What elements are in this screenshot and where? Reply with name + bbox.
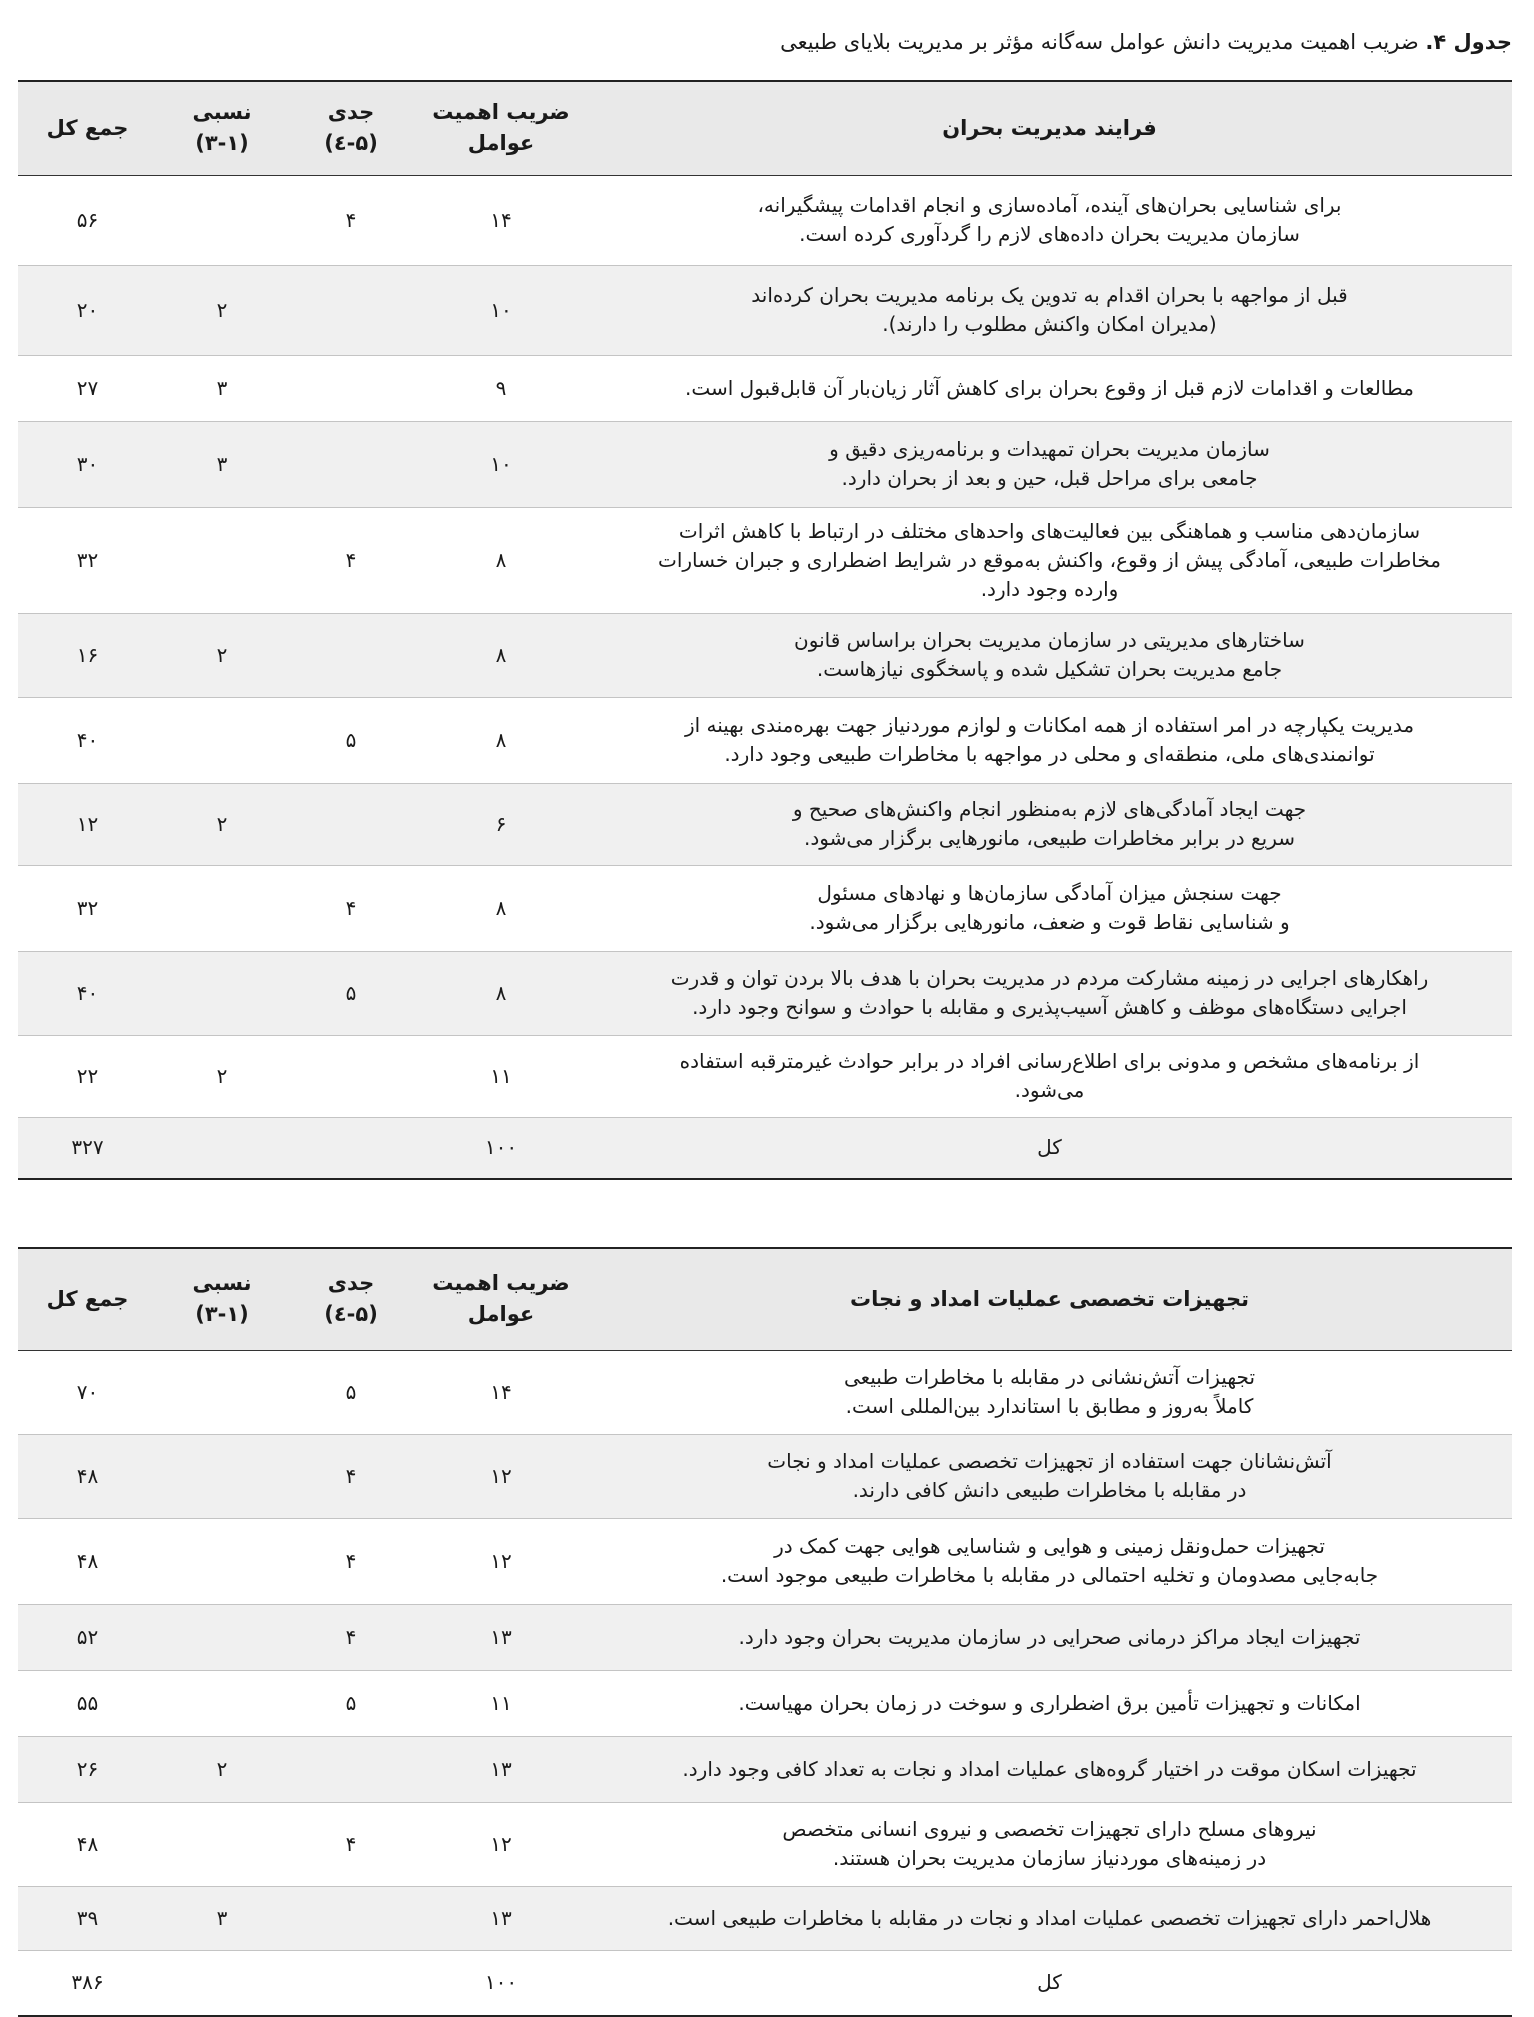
row-relative [157,1434,287,1518]
row-relative [157,1350,287,1434]
header-row [18,1248,1512,1350]
row-weight: ۸ [495,727,507,752]
row-description: مدیریت یکپارچه در امر استفاده از همه امکانات و لوازم موردنیاز جهت بهره‌مندی بهینه از توانمندی‌های ملی، منطقه‌ای و محلی در مواجهه با مخاطرات طبیعی وجود دارد. [684,713,1415,766]
table-row [18,783,1512,865]
row-total: ۴۸ [76,1831,99,1856]
row-relative: ۳ [216,375,228,400]
table-row [18,865,1512,951]
row-description: تجهیزات ایجاد مراکز درمانی صحرایی در سازمان مدیریت بحران وجود دارد. [738,1624,1361,1649]
row-description: تجهیزات آتش‌نشانی در مقابله با مخاطرات طبیعی کاملاً به‌روز و مطابق با استاندارد بین‌المللی است. [843,1365,1256,1418]
row-relative [157,1117,287,1179]
table1-body [18,175,1512,1179]
caption-label: جدول ۴. [1425,30,1512,54]
row-serious: ۵ [345,1690,357,1715]
header-serious [287,1248,415,1350]
table-row [18,1886,1512,1950]
row-serious: ۴ [345,547,357,572]
table-row [18,1434,1512,1518]
row-serious [287,1117,415,1179]
row-serious [287,421,415,507]
header-serious-line2: (۵-٤) [324,131,378,156]
table-row [18,951,1512,1035]
row-weight: ۸ [495,895,507,920]
row-relative: ۲ [216,811,228,836]
header-weight [415,1248,587,1350]
row-weight: ۸ [495,980,507,1005]
header-relative [157,1248,287,1350]
row-weight: ۶ [495,811,507,836]
row-description: آتش‌نشانان جهت استفاده از تجهیزات تخصصی عملیات امداد و نجات در مقابله با مخاطرات طبیعی دانش کافی دارند. [767,1449,1332,1502]
row-description: امکانات و تجهیزات تأمین برق اضطراری و سوخت در زمان بحران مهیاست. [738,1690,1361,1715]
row-serious: ۵ [345,980,357,1005]
row-weight: ۱۲ [490,1831,512,1856]
header-weight-line2: عوامل [467,131,535,156]
row-description: جهت سنجش میزان آمادگی سازمان‌ها و نهادهای مسئول و شناسایی نقاط قوت و ضعف، مانورهایی برگزار می‌شود. [809,881,1290,934]
header-serious-line1: جدی [327,1271,375,1296]
row-relative: ۲ [216,642,228,667]
row-relative: ۲ [216,1063,228,1088]
row-weight: ۱۴ [490,207,512,232]
header-weight [415,81,587,175]
row-relative [157,865,287,951]
row-serious: ۴ [345,895,357,920]
row-description: کل [1037,1970,1062,1995]
row-total: ۲۷ [76,375,99,400]
row-weight: ۱۰۰ [484,1135,518,1160]
row-description: سازمان‌دهی مناسب و هماهنگی بین فعالیت‌های واحدهای مختلف در ارتباط با کاهش اثرات مخاطرات طبیعی، آمادگی پیش از وقوع، واکنش به‌موقع در شرایط اضطراری و جبران خسارات وارده وجود دارد. [658,518,1441,601]
row-relative [157,697,287,783]
row-weight: ۱۳ [490,1624,512,1649]
table-row [18,1518,1512,1604]
header-process: تجهیزات تخصصی عملیات امداد و نجات [850,1286,1249,1311]
row-description: مطالعات و اقدامات لازم قبل از وقوع بحران برای کاهش آثار زیان‌بار آن قابل‌قبول است. [684,375,1415,400]
row-relative [157,1604,287,1670]
row-total: ۴۸ [76,1463,99,1488]
row-total: ۴۸ [76,1548,99,1573]
row-weight: ۱۰ [490,451,512,476]
row-weight: ۹ [495,375,507,400]
row-total: ۲۰ [76,297,99,322]
header-relative-line1: نسبی [192,1271,252,1296]
header-weight-line2: عوامل [467,1302,535,1327]
header-relative [157,81,287,175]
table-row [18,421,1512,507]
header-serious-line2: (۵-٤) [324,1302,378,1327]
header-weight-line1: ضریب اهمیت [432,1271,570,1296]
row-total: ۴۰ [76,727,99,752]
row-total: ۵۶ [76,207,99,232]
table2-body [18,1350,1512,2016]
table-row [18,355,1512,421]
row-description: جهت ایجاد آمادگی‌های لازم به‌منظور انجام واکنش‌های صحیح و سریع در برابر مخاطرات طبیعی، مانورهایی برگزار می‌شود. [792,797,1307,850]
row-serious [287,613,415,697]
row-serious [287,1736,415,1802]
row-description: تجهیزات اسکان موقت در اختیار گروه‌های عملیات امداد و نجات به تعداد کافی وجود دارد. [682,1756,1417,1781]
header-row [18,81,1512,175]
row-relative [157,1802,287,1886]
table-row [18,507,1512,613]
row-weight: ۱۱ [490,1063,512,1088]
row-serious [287,1035,415,1117]
row-relative [157,1950,287,2016]
table-row [18,697,1512,783]
row-relative: ۳ [216,1905,228,1930]
header-relative-line2: (۳-۱) [195,131,249,156]
row-relative: ۲ [216,1756,228,1781]
row-weight: ۱۳ [490,1756,512,1781]
table-row [18,265,1512,355]
row-weight: ۸ [495,547,507,572]
row-total: ۱۶ [76,642,99,667]
row-total: ۲۶ [76,1756,99,1781]
row-weight: ۱۴ [490,1379,512,1404]
rescue-equipment-table [18,1247,1512,2017]
row-total: ۵۵ [76,1690,99,1715]
row-total: ۳۲ [76,895,99,920]
row-serious [287,355,415,421]
row-description: برای شناسایی بحران‌های آینده، آماده‌سازی و انجام اقدامات پیشگیرانه، سازمان مدیریت بحران داده‌های لازم را گردآوری کرده است. [757,193,1342,246]
header-relative-line1: نسبی [192,100,252,125]
row-serious [287,1886,415,1950]
row-total: ۳۲ [76,547,99,572]
row-description: سازمان مدیریت بحران تمهیدات و برنامه‌ریزی دقیق و جامعی برای مراحل قبل، حین و بعد از بحران دارد. [829,437,1270,490]
row-serious: ۵ [345,1379,357,1404]
row-description: هلال‌احمر دارای تجهیزات تخصصی عملیات امداد و نجات در مقابله با مخاطرات طبیعی است. [667,1905,1432,1930]
total-row [18,1117,1512,1179]
row-serious [287,1950,415,2016]
caption-text: ضریب اهمیت مدیریت دانش عوامل سه‌گانه مؤثر بر مدیریت بلایای طبیعی [780,30,1426,54]
row-relative: ۳ [216,451,228,476]
row-serious [287,783,415,865]
header-serious-line1: جدی [327,100,375,125]
row-weight: ۸ [495,642,507,667]
row-description: قبل از مواجهه با بحران اقدام به تدوین یک برنامه مدیریت بحران کرده‌اند (مدیران امکان واکنش مطلوب را دارند). [751,283,1348,336]
table-row [18,1350,1512,1434]
crisis-process-table [18,80,1512,1180]
table-row [18,1604,1512,1670]
row-total: ۷۰ [76,1379,99,1404]
row-description: تجهیزات حمل‌ونقل زمینی و هوایی و شناسایی هوایی جهت کمک در جابه‌جایی مصدومان و تخلیه احتمالی در مقابله با مخاطرات طبیعی موجود است. [720,1534,1379,1587]
header-total: جمع کل [46,1286,129,1311]
row-description: کل [1037,1135,1062,1160]
row-total: ۵۲ [76,1624,99,1649]
row-total: ۳۰ [76,451,99,476]
row-description: راهکارهای اجرایی در زمینه مشارکت مردم در مدیریت بحران با هدف بالا بردن توان و قدرت اجرایی دستگاه‌های موظف و کاهش آسیب‌پذیری و مقابله با حوادث و سوانح وجود دارد. [670,966,1429,1019]
row-serious: ۴ [345,1548,357,1573]
row-total: ۲۲ [76,1063,99,1088]
row-weight: ۱۲ [490,1463,512,1488]
row-total: ۳۹ [76,1905,99,1930]
row-relative: ۲ [216,297,228,322]
header-total: جمع کل [46,115,129,140]
row-weight: ۱۰۰ [484,1970,518,1995]
table-row [18,1736,1512,1802]
header-process: فرایند مدیریت بحران [942,115,1157,140]
row-serious: ۴ [345,1831,357,1856]
table-row [18,1035,1512,1117]
row-relative [157,175,287,265]
row-serious: ۴ [345,1463,357,1488]
row-weight: ۱۲ [490,1548,512,1573]
table-row [18,1670,1512,1736]
row-weight: ۱۳ [490,1905,512,1930]
row-total: ۱۲ [76,811,99,836]
row-relative [157,951,287,1035]
row-total: ۳۲۷ [71,1135,104,1160]
row-serious: ۴ [345,1624,357,1649]
row-description: نیروهای مسلح دارای تجهیزات تخصصی و نیروی انسانی متخصص در زمینه‌های موردنیاز سازمان مدیریت بحران هستند. [782,1817,1317,1870]
header-weight-line1: ضریب اهمیت [432,100,570,125]
row-serious: ۵ [345,727,357,752]
row-serious: ۴ [345,207,357,232]
header-serious [287,81,415,175]
row-description: از برنامه‌های مشخص و مدونی برای اطلاع‌رسانی افراد در برابر حوادث غیرمترقبه استفاده می‌شود. [679,1049,1420,1102]
row-total: ۴۰ [76,980,99,1005]
row-description: ساختارهای مدیریتی در سازمان مدیریت بحران براساس قانون جامع مدیریت بحران تشکیل شده و پاسخگوی نیازهاست. [794,628,1305,681]
table-row [18,175,1512,265]
table-row [18,1802,1512,1886]
row-relative [157,1670,287,1736]
row-relative [157,1518,287,1604]
row-total: ۳۸۶ [71,1970,104,1995]
row-relative [157,507,287,613]
row-weight: ۱۱ [490,1690,512,1715]
row-serious [287,265,415,355]
table-row [18,613,1512,697]
total-row [18,1950,1512,2016]
row-weight: ۱۰ [490,297,512,322]
table-caption [22,22,1512,62]
header-relative-line2: (۳-۱) [195,1302,249,1327]
